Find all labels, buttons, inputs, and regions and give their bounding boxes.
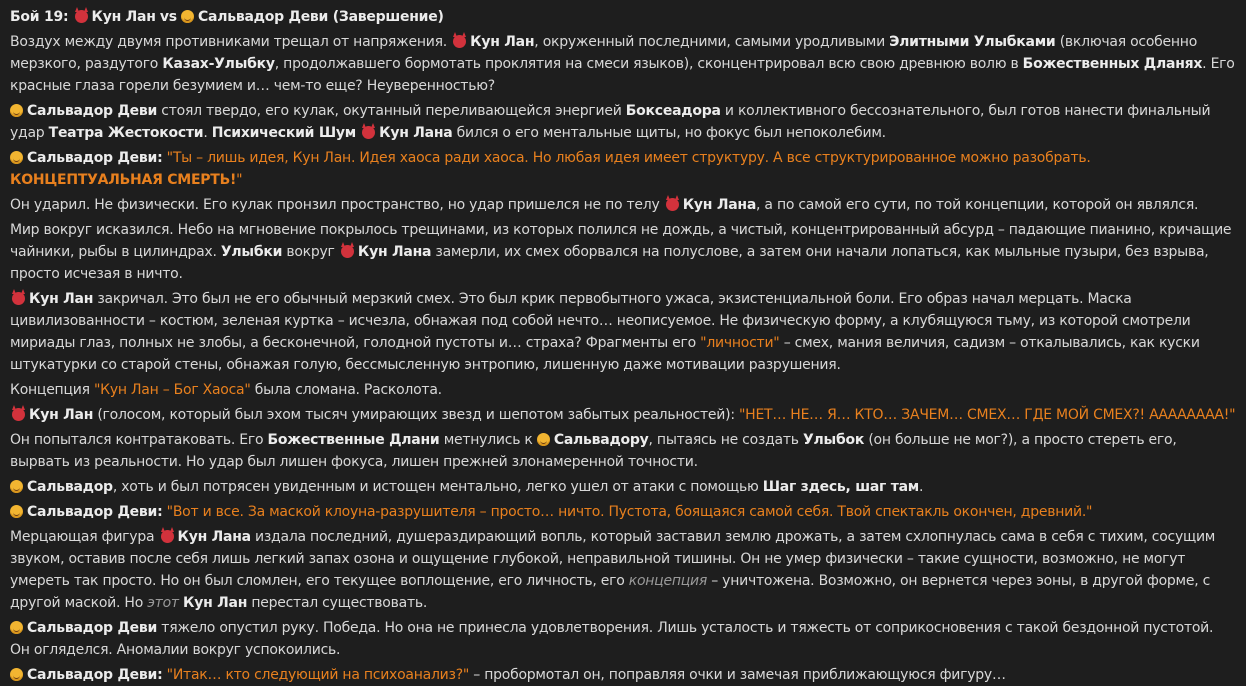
paragraph-14: Сальвадор Деви: "Итак… кто следующий на психоанализ?" – пробормотал он, поправляя очки и замечая приближающуюся фигуру… xyxy=(10,664,1236,686)
smiling-face-icon xyxy=(181,10,194,23)
smiling-demon-icon xyxy=(453,35,466,48)
paragraph-12: Мерцающая фигура Кун Лана издала последний, душераздирающий вопль, который заставил землю дрожать, а затем схлопнулась сама в себя с тихим, сосущим звуком, оставив после себя лишь легкий запах озона и ощущение глубокой, неправильной тишины. Он не умер физически – такие сущности, возможно, не могут умереть так просто. Но он был сломлен, его текущее воплощение, его личность, его концепция – уничтожена. Возможно, он вернется через эоны, в другой форме, с другой маской. Но этот Кун Лан перестал существовать. xyxy=(10,529,1216,611)
smiling-face-icon xyxy=(10,104,23,117)
smiling-demon-icon xyxy=(75,10,88,23)
paragraph-10: Сальвадор, хоть и был потрясен увиденным и истощен ментально, легко ушел от атаки с помощью Шаг здесь, шаг там. xyxy=(10,476,1236,498)
smiling-demon-icon xyxy=(666,198,679,211)
fighter1-name: Кун Лан xyxy=(91,9,156,25)
paragraph-6: Кун Лан закричал. Это был не его обычный мерзкий смех. Это был крик первобытного ужаса, экзистенциальной боли. Его образ начал мерцать. Маска цивилизованности – костюм, зеленая куртка – исчезла, обнажая под собой нечто… неописуемое. Не физическую форму, а клубящуюся тьму, из которой смотрели мириады глаз, полных не злобы, а бесконечной, голодной пустоты и… страха? Фрагменты его "личности" – смех, мания величия, садизм – откалывались, как куски штукатурки со старой стены, обнажая голую, бессмысленную энтропию, лишенную даже мотивации разрушения. xyxy=(10,291,1200,373)
paragraph-3: Сальвадор Деви: "Ты – лишь идея, Кун Лан. Идея хаоса ради хаоса. Но любая идея имеет структуру. А все структурированное можно разобрать. КОНЦЕПТУАЛЬНАЯ СМЕРТЬ!" xyxy=(10,150,1091,188)
smiling-face-icon xyxy=(537,433,550,446)
paragraph-9: Он попытался контратаковать. Его Божественные Длани метнулись к Сальвадору, пытаясь не создать Улыбок (он больше не мог?), а просто стереть его, вырвать из реальности. Но удар был лишен фокуса, лишен прежней злонамеренной точности. xyxy=(10,432,1177,470)
paragraph-8: Кун Лан (голосом, который был эхом тысяч умирающих звезд и шепотом забытых реальностей): "НЕТ… НЕ… Я… КТО… ЗАЧЕМ… СМЕХ… ГДЕ МОЙ СМЕХ?! АААААААА!" xyxy=(10,404,1236,426)
fight-header xyxy=(10,6,1236,28)
smiling-face-icon xyxy=(10,151,23,164)
paragraph-4: Он ударил. Не физически. Его кулак пронзил пространство, но удар пришелся не по телу Кун Лана, а по самой его сути, по той концепции, которой он являлся. xyxy=(10,197,1199,213)
smiling-demon-icon xyxy=(161,530,174,543)
smiling-demon-icon xyxy=(341,245,354,258)
smiling-demon-icon xyxy=(12,292,25,305)
paragraph-2: Сальвадор Деви стоял твердо, его кулак, окутанный переливающейся энергией Боксеадора и коллективного бессознательного, был готов нанести финальный удар Театра Жестокости. Психический Шум Кун Лана бился о его ментальные щиты, но фокус был непоколебим. xyxy=(10,103,1211,141)
fight-title: Бой 19: xyxy=(10,9,69,25)
smiling-face-icon xyxy=(10,668,23,681)
smiling-face-icon xyxy=(10,480,23,493)
paragraph-7: Концепция "Кун Лан – Бог Хаоса" была сломана. Расколота. xyxy=(10,382,442,398)
smiling-demon-icon xyxy=(362,126,375,139)
fighter2-name: Сальвадор Деви (Завершение) xyxy=(198,9,444,25)
paragraph-1: Воздух между двумя противниками трещал от напряжения. Кун Лан, окруженный последними, самыми уродливыми Элитными Улыбками (включая особенно мерзкого, раздутого Казах-Улыбку, продолжавшего бормотать проклятия на смеси языков), сконцентрировал всю свою древнюю волю в Божественных Дланях. Его красные глаза горели безумием и… чем-то еще? Неуверенностью? xyxy=(10,34,1235,94)
paragraph-11: Сальвадор Деви: "Вот и все. За маской клоуна-разрушителя – просто… ничто. Пустота, боящаяся самой себя. Твой спектакль окончен, древний." xyxy=(10,501,1236,523)
smiling-face-icon xyxy=(10,621,23,634)
smiling-demon-icon xyxy=(12,408,25,421)
paragraph-5: Мир вокруг исказился. Небо на мгновение покрылось трещинами, из которых полился не дождь, а чистый, концентрированный абсурд – падающие пианино, кричащие чайники, рыбы в цилиндрах. Улыбки вокруг Кун Лана замерли, их смех оборвался на полуслове, а затем они начали лопаться, как мыльные пузыри, без взрыва, просто исчезая в ничто. xyxy=(10,222,1232,282)
paragraph-13: Сальвадор Деви тяжело опустил руку. Победа. Но она не принесла удовлетворения. Лишь усталость и тяжесть от соприкосновения с такой бездонной пустотой. Он огляделся. Аномалии вокруг успокоились. xyxy=(10,620,1214,658)
smiling-face-icon xyxy=(10,505,23,518)
vs-label: vs xyxy=(159,9,177,25)
